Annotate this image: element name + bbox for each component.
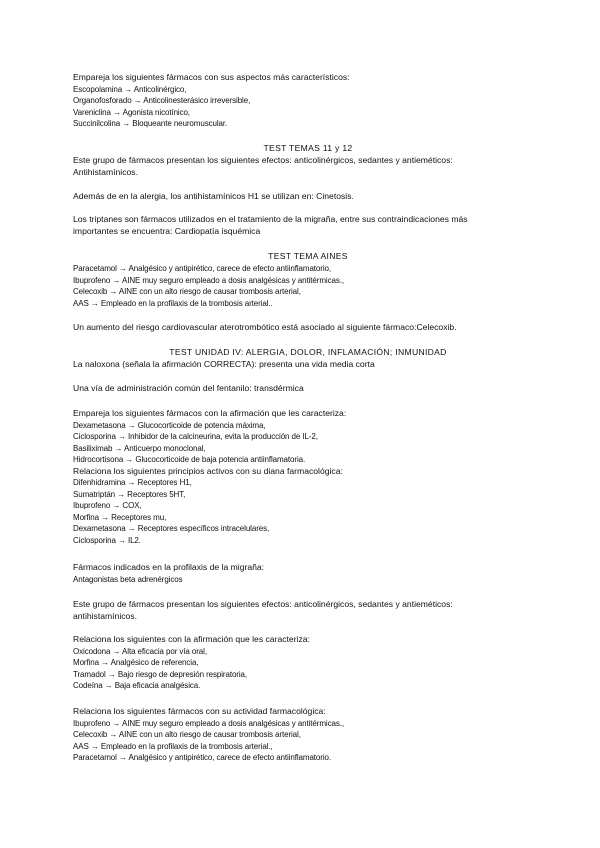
list-item: Organofosforado → Anticolinesterásico irreversible, bbox=[73, 96, 251, 105]
list-item: Ciclosporina → Inhibidor de la calcineurina, evita la producción de IL-2, bbox=[73, 432, 318, 441]
section-heading-unidad-iv: TEST UNIDAD IV: ALERGIA, DOLOR, INFLAMACIÓN; INMUNIDAD bbox=[169, 347, 447, 357]
question-title: Empareja los siguientes fármacos con la afirmación que les caracteriza: bbox=[73, 408, 347, 418]
answer-text: importantes se encuentra: Cardiopatía isquémica bbox=[73, 225, 261, 236]
temas-11-12-q2 bbox=[73, 191, 543, 203]
empareja-block-1 bbox=[73, 72, 543, 130]
list-item: Vareniclina → Agonista nicotínico, bbox=[73, 107, 190, 117]
question-title: Relaciona los siguientes con la afirmación que les caracteriza: bbox=[73, 634, 310, 644]
list-item: Ibuprofeno → COX, bbox=[73, 501, 142, 510]
aines-riesgo bbox=[73, 322, 543, 334]
answer-text: Antagonistas beta adrenérgicos bbox=[73, 574, 183, 584]
list-item: Ibuprofeno → AINE muy seguro empleado a dosis analgésicas y antitérmicas., bbox=[73, 718, 344, 728]
answer-text: antihistamínicos. bbox=[73, 610, 138, 621]
question-text: Este grupo de fármacos presentan los siguientes efectos: anticolinérgicos, sedantes y antieméticos: bbox=[73, 599, 453, 609]
list-item: Sumatriptán → Receptores 5HT, bbox=[73, 489, 186, 499]
question-title: Relaciona los siguientes fármacos con su actividad farmacológica: bbox=[73, 706, 326, 716]
list-item: Basiliximab → Anticuerpo monoclonal, bbox=[73, 443, 206, 453]
aines-list bbox=[73, 263, 543, 309]
unidad4-empareja bbox=[73, 408, 543, 546]
list-item: Difenhidramina → Receptores H1, bbox=[73, 478, 192, 487]
list-item: Paracetamol → Analgésico y antipirético, carece de efecto antiinflamatorio. bbox=[73, 753, 331, 762]
list-item: Morfina → Receptores mu, bbox=[73, 512, 167, 522]
list-item: Codeína → Baja eficacia analgésica. bbox=[73, 681, 201, 690]
question-title: Fármacos indicados en la profilaxis de la migraña: bbox=[73, 562, 265, 572]
question-text: Este grupo de fármacos presentan los siguientes efectos: anticolinérgicos, sedantes y antieméticos: bbox=[73, 155, 453, 165]
section-heading-temas-11-12: TEST TEMAS 11 y 12 bbox=[263, 143, 353, 153]
list-item: Succinilcolina → Bloqueante neuromuscular. bbox=[73, 119, 228, 128]
list-item: Ibuprofeno → AINE muy seguro empleado a dosis analgésicas y antitérmicas., bbox=[73, 275, 344, 285]
list-item: Morfina → Analgésico de referencia, bbox=[73, 658, 199, 667]
unidad4-profilaxis bbox=[73, 562, 543, 585]
list-item: Dexametasona → Glucocorticoide de potencia máxima, bbox=[73, 420, 266, 430]
question-text: Una vía de administración común del fentanilo: transdérmica bbox=[73, 383, 304, 393]
unidad4-grupo bbox=[73, 599, 543, 622]
question-text: La naloxona (señala la afirmación CORRECTA): presenta una vida media corta bbox=[73, 359, 375, 369]
list-item: Celecoxib → AINE con un alto riesgo de causar trombosis arterial, bbox=[73, 287, 301, 296]
question-text: Los triptanes son fármacos utilizados en el tratamiento de la migraña, entre sus contraindicaciones más bbox=[73, 214, 468, 224]
list-item: AAS → Empleado en la profilaxis de la trombosis arterial.. bbox=[73, 298, 273, 308]
unidad4-opioides bbox=[73, 634, 543, 692]
answer-text: Antihistamínicos. bbox=[73, 166, 138, 177]
question-text: Un aumento del riesgo cardiovascular aterotrombótico está asociado al siguiente fármaco:Celecoxib. bbox=[73, 322, 457, 332]
list-item: Celecoxib → AINE con un alto riesgo de causar trombosis arterial, bbox=[73, 730, 301, 739]
question-text: Además de en la alergia, los antihistamínicos H1 se utilizan en: Cinetosis. bbox=[73, 191, 354, 201]
unidad4-naloxona bbox=[73, 359, 543, 371]
list-item: Dexametasona → Receptores específicos intracelulares, bbox=[73, 524, 270, 533]
list-item: Hidrocortisona → Glucocorticoide de baja potencia antiinflamatoria. bbox=[73, 455, 306, 464]
list-item: AAS → Empleado en la profilaxis de la trombosis arterial., bbox=[73, 741, 273, 751]
section-heading-aines: TEST TEMA AINES bbox=[268, 251, 348, 261]
list-item: Paracetamol → Analgésico y antipirético, carece de efecto antiinflamatorio, bbox=[73, 264, 331, 273]
temas-11-12-q1 bbox=[73, 155, 543, 178]
unidad4-fentanilo bbox=[73, 383, 543, 395]
question-title: Relaciona los siguientes principios activos con su diana farmacológica: bbox=[73, 465, 343, 476]
question-title: Empareja los siguientes fármacos con sus aspectos más característicos: bbox=[73, 72, 350, 82]
list-item: Tramadol → Bajo riesgo de depresión respiratoria, bbox=[73, 669, 248, 679]
temas-11-12-q3 bbox=[73, 214, 543, 237]
list-item: Oxicodona → Alta eficacia por vía oral, bbox=[73, 646, 207, 656]
list-item: Ciclosporina → IL2. bbox=[73, 535, 141, 545]
unidad4-actividad bbox=[73, 706, 543, 764]
list-item: Escopolamina → Anticolinérgico, bbox=[73, 84, 187, 94]
